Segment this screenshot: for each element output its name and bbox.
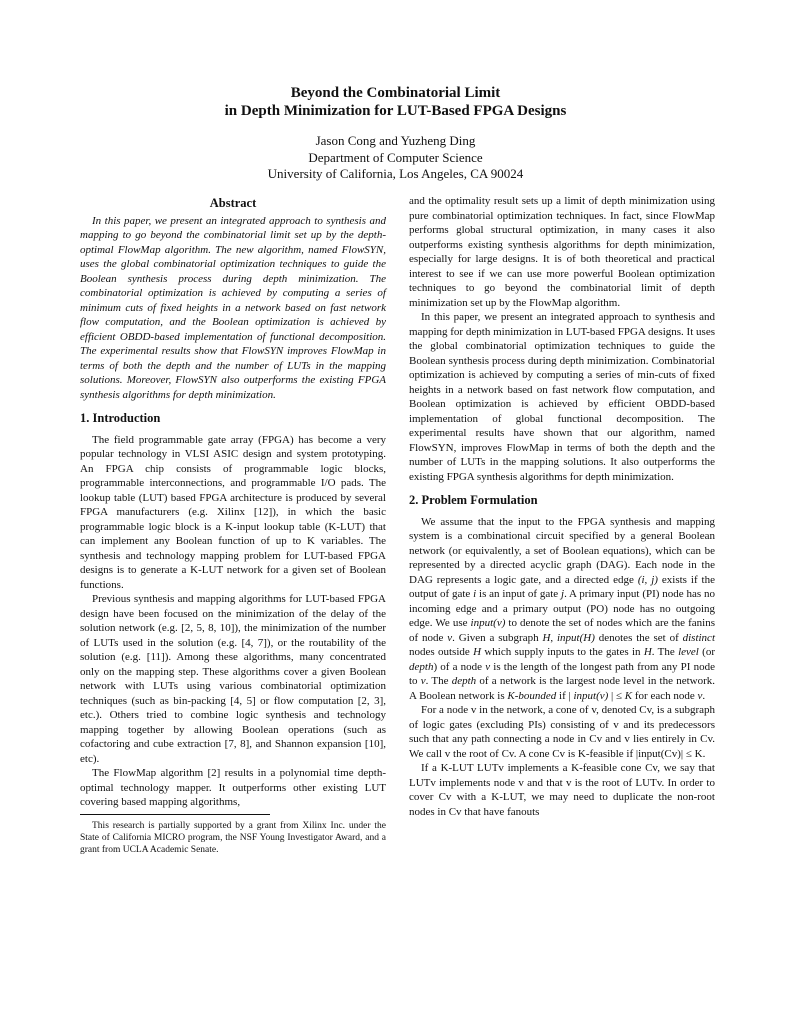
paper-title-line2: in Depth Minimization for LUT-Based FPGA Designs — [224, 103, 567, 119]
left-column — [80, 196, 386, 856]
authors: Jason Cong and Yuzheng Ding — [315, 133, 476, 148]
paper-header — [0, 84, 791, 183]
university: University of California, Los Angeles, CA 90024 — [267, 166, 524, 181]
footnote-rule — [80, 814, 270, 815]
abstract-heading: Abstract — [209, 196, 257, 210]
intro-paragraph-3: The FlowMap algorithm [2] results in a polynomial time depth-optimal technology mapper. It outperforms other existing LUT covering based mapping algorithms, — [80, 767, 386, 808]
abstract-body: In this paper, we present an integrated approach to synthesis and mapping to go beyond the combinatorial limit set up by the depth-optimal FlowMap algorithm. The new algorithm, named FlowSYN, uses the global combinatorial optimization techniques to guide the Boolean synthesis process during depth minimization. The combinatorial optimization is achieved by computing a series of minimum cuts of fixed heights in a network based on fast network flow computation, and the Boolean optimization is achieved by efficient OBDD-based implementation of functional decomposition. The experimental results show that FlowSYN improves FlowMap in terms of both the depth and the number of LUTs in the mapping solutions. Moreover, FlowSYN also outperforms the existing FPGA synthesis algorithms for depth minimization. — [80, 214, 386, 401]
problem-paragraph-2: For a node v in the network, a cone of v, denoted Cv, is a subgraph of logic gates (excluding PIs) consisting of v and its predecessors such that any path connecting a node in Cv and v lies entirely in Cv. We call v the root of Cv. A cone Cv is K-feasible if |input(Cv)| ≤ K. — [409, 704, 715, 760]
right-column — [409, 194, 715, 819]
paper-title-line1: Beyond the Combinatorial Limit — [290, 85, 501, 101]
problem-paragraph-3: If a K-LUT LUTv implements a K-feasible cone Cv, we say that LUTv implements node v and that v is the root of LUTv. In order to cover Cv with a K-LUT, we may need to duplicate the non-root nodes in Cv that have fanouts — [409, 762, 715, 818]
intro-paragraph-2: Previous synthesis and mapping algorithms for LUT-based FPGA design have been focused on the minimization of the delay of the solution network (e.g. [2, 5, 8, 10]), the minimization of the number of LUTs used in the solution (e.g. [4, 7]), or the routability of the solution (e.g. [11]). Among these algorithms, many concentrated only on the mapping step. These algorithms cover a given Boolean network with LUTs using various combinatorial optimization techniques (such as bin-packing [4, 5] or flow computation [2, 3], etc.). Others tried to combine logic synthesis and technology mapping together by allowing Boolean operations (such as cofactoring and cube extraction [7, 8], and Shannon expansion [10], etc). — [80, 593, 386, 765]
department: Department of Computer Science — [308, 149, 483, 165]
footnote: This research is partially supported by a grant from Xilinx Inc. under the State of California MICRO program, the NSF Young Investigator Award, and a grant from UCLA Academic Senate. — [80, 820, 386, 855]
intro-paragraph-1: The field programmable gate array (FPGA) has become a very popular technology in VLSI ASIC design and system prototyping. An FPGA chip consists of programmable logic blocks, programmable interconnections, and programmable I/O pads. The lookup table (LUT) based FPGA architecture is produced by several FPGA manufacturers (e.g. Xilinx [12]), in which the basic programmable logic block is a K-input lookup table (K-LUT) that can implement any Boolean function of up to K variables. The synthesis and technology mapping problem for LUT-based FPGA designs is to generate a K-LUT network for a given set of Boolean functions. — [80, 433, 386, 591]
author-block — [0, 133, 791, 183]
intro-continuation: and the optimality result sets up a limit of depth minimization using pure combinatorial optimization techniques. In fact, since FlowMap performs global structural optimization, in many cases it also outperforms existing synthesis algorithms for depth minimization, especially for large designs. It is of both theoretical and practical interest to see if we can use more powerful Boolean optimization techniques to go beyond the combinatorial limit of depth minimization set up by the FlowMap algorithm. — [409, 195, 715, 309]
intro-paragraph-4: In this paper, we present an integrated approach to synthesis and mapping for depth minimization in LUT-based FPGA designs. It uses the global combinatorial optimization techniques to guide the Boolean synthesis process during depth minimization. Combinatorial optimization is achieved by computing a series of min-cuts of fixed heights in a network based on fast network flow computation, and Boolean optimization is achieved by efficient OBDD-based implementation of global functional decomposition. The experimental results have shown that our algorithm, named FlowSYN, improves FlowMap in terms of both the depth and the number of LUTs in the mapping solutions. It also outperforms the existing FPGA synthesis algorithms for depth minimization. — [409, 311, 715, 483]
problem-paragraph-1: We assume that the input to the FPGA synthesis and mapping system is a combinational circuit specified by a general Boolean network (or equivalently, a set of Boolean equations), which can be represented by a directed acyclic graph (DAG). Each node in the DAG represents a logic gate, and a directed edge (i, j) exists if the output of gate i is an input of gate j. A primary input (PI) node has no incoming edge and a primary output (PO) node has no outgoing edge. We use input(v) to denote the set of nodes which are the fanins of node v. Given a subgraph H, input(H) denotes the set of distinct nodes outside H which supply inputs to the gates in H. The level (or depth) of a node v is the length of the longest path from any PI node to v. The depth of a network is the largest node level in the network. A Boolean network is K-bounded if | input(v) | ≤ K for each node v. — [409, 515, 716, 702]
intro-heading: 1. Introduction — [80, 411, 161, 425]
problem-heading: 2. Problem Formulation — [409, 493, 538, 507]
